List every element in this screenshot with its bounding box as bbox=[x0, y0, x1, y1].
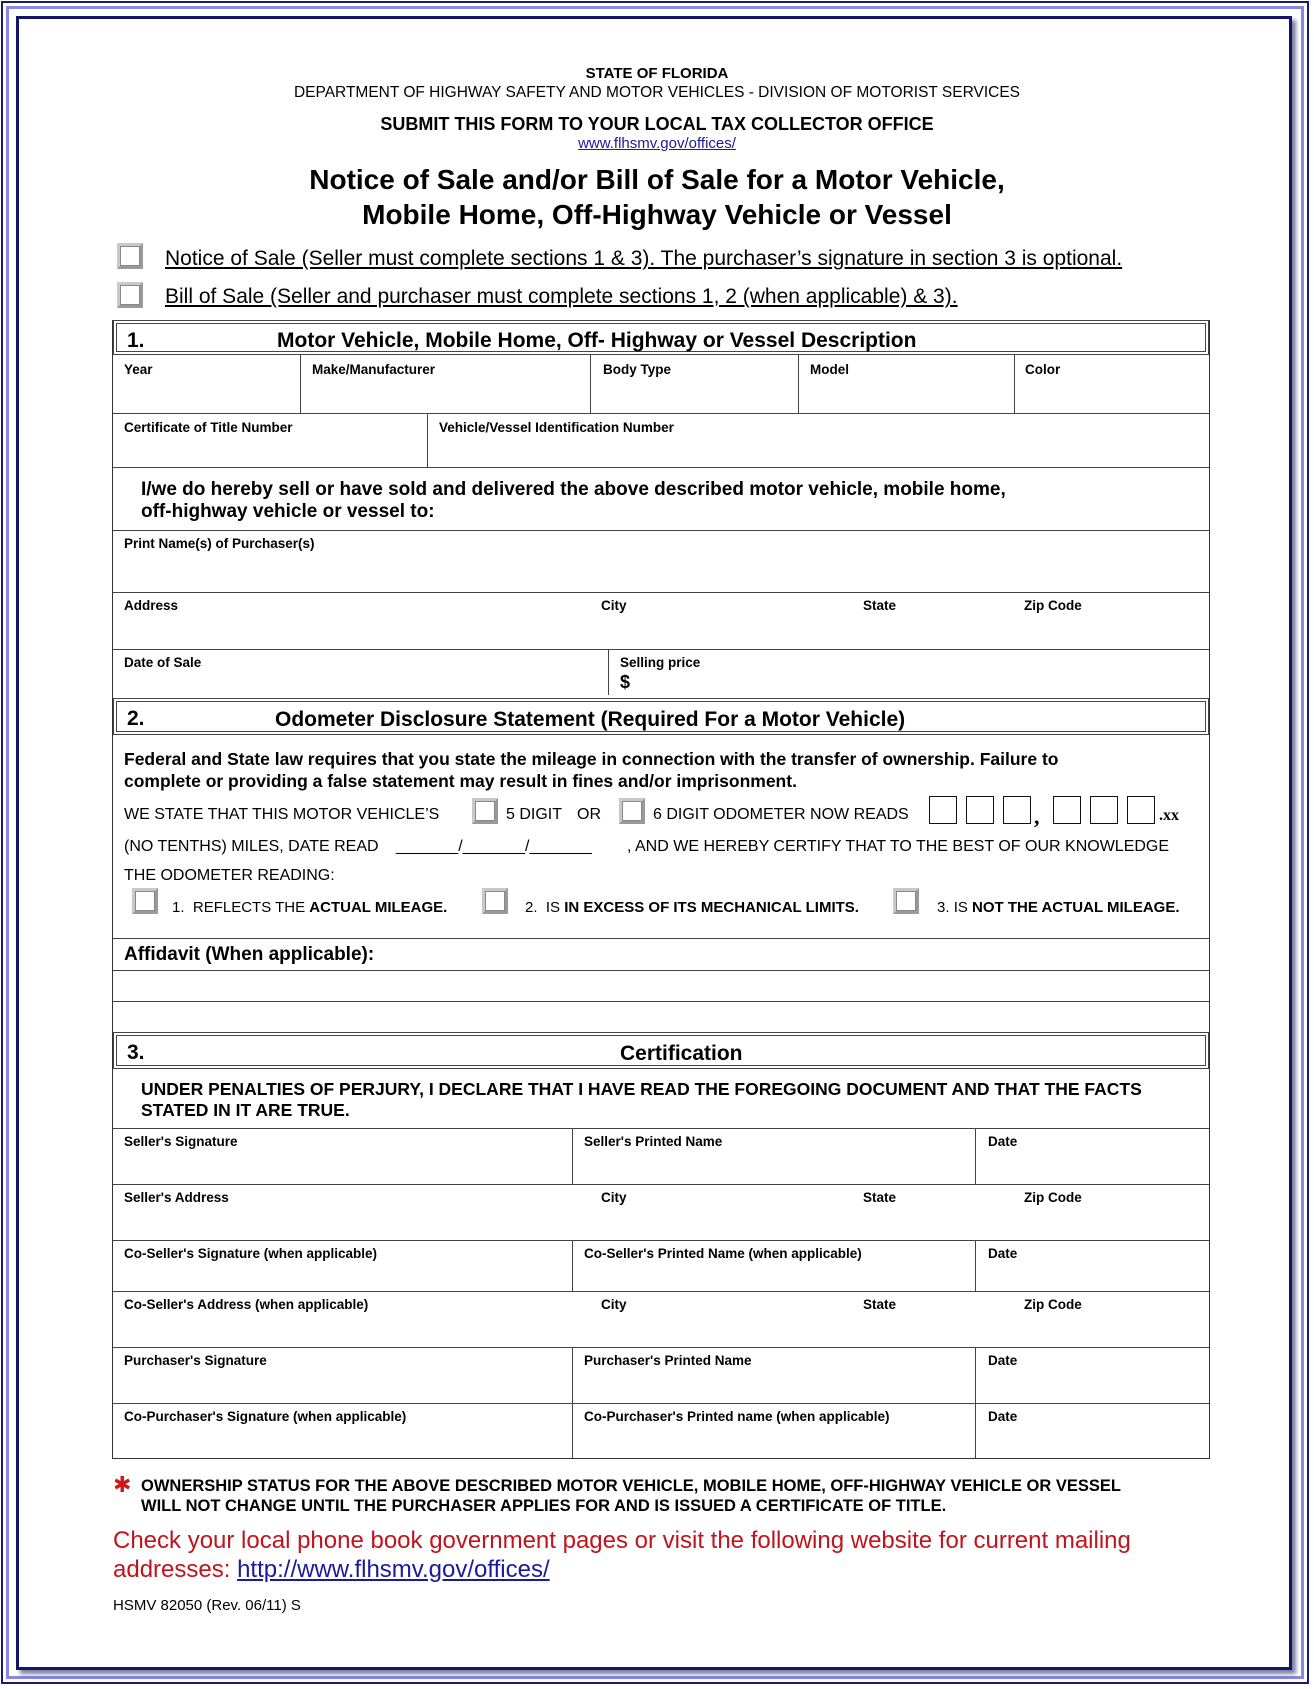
date-of-sale-label: Date of Sale bbox=[124, 655, 202, 670]
section3-title: Certification bbox=[620, 1042, 743, 1065]
divider bbox=[975, 1240, 976, 1291]
purchaser-signature-label: Purchaser's Signature bbox=[124, 1353, 267, 1368]
divider bbox=[113, 1403, 1209, 1404]
section1-title: Motor Vehicle, Mobile Home, Off- Highway or Vessel Description bbox=[277, 329, 917, 352]
seller-city-label: City bbox=[601, 1190, 627, 1205]
notice-of-sale-label: Notice of Sale (Seller must complete sections 1 & 3). The purchaser’s signature in section 3 is optional. bbox=[165, 247, 1123, 270]
purchaser-state-field[interactable] bbox=[859, 618, 1014, 646]
ownership-note bbox=[141, 1476, 1121, 1516]
divider bbox=[572, 1347, 573, 1403]
form-title bbox=[0, 162, 1314, 232]
choice2-text: 2. IS IN EXCESS OF ITS MECHANICAL LIMITS. bbox=[525, 899, 859, 916]
section3-number: 3. bbox=[127, 1041, 145, 1064]
bill-of-sale-label: Bill of Sale (Seller and purchaser must complete sections 1, 2 (when applicable) & 3). bbox=[165, 285, 958, 308]
coseller-printed-name-label: Co-Seller's Printed Name (when applicable) bbox=[584, 1246, 862, 1261]
sale-statement bbox=[141, 479, 1006, 523]
five-digit-label: 5 DIGIT bbox=[506, 806, 563, 823]
mailing-address-note bbox=[113, 1526, 1131, 1584]
divider bbox=[113, 1001, 1209, 1002]
mailing-note-line2 bbox=[113, 1555, 1131, 1584]
odometer-tenths-suffix: .xx bbox=[1159, 807, 1179, 824]
divider bbox=[300, 355, 301, 413]
coseller-printed-name-field[interactable] bbox=[577, 1264, 970, 1288]
divider bbox=[113, 467, 1209, 468]
coseller-date-label: Date bbox=[988, 1246, 1018, 1261]
divider bbox=[113, 1240, 1209, 1241]
date-read-field[interactable]: _______/_______/_______ bbox=[396, 838, 592, 855]
perjury-line2: STATED IN IT ARE TRUE. bbox=[141, 1100, 350, 1120]
coseller-date-field[interactable] bbox=[980, 1264, 1204, 1288]
coseller-address-label: Co-Seller's Address (when applicable) bbox=[124, 1297, 369, 1312]
copurchaser-signature-field[interactable] bbox=[117, 1427, 567, 1455]
copurchaser-signature-label: Co-Purchaser's Signature (when applicable) bbox=[124, 1409, 407, 1424]
body-type-field[interactable] bbox=[595, 380, 793, 410]
divider bbox=[572, 1128, 573, 1184]
date-read-prefix: (NO TENTHS) MILES, DATE READ bbox=[124, 838, 379, 855]
sale-statement-line2: off-highway vehicle or vessel to: bbox=[141, 501, 435, 522]
divider bbox=[113, 1291, 1209, 1292]
date-of-sale-field[interactable] bbox=[117, 672, 603, 692]
six-digit-checkbox[interactable] bbox=[619, 798, 645, 824]
year-field[interactable] bbox=[117, 380, 295, 410]
odometer-law-text bbox=[124, 748, 1058, 792]
six-digit-label: 6 DIGIT ODOMETER NOW READS bbox=[653, 806, 909, 823]
affidavit-label: Affidavit (When applicable): bbox=[124, 944, 375, 965]
coseller-signature-field[interactable] bbox=[117, 1264, 567, 1288]
form-table bbox=[112, 320, 1210, 1459]
seller-signature-field[interactable] bbox=[117, 1152, 567, 1181]
divider bbox=[113, 970, 1209, 971]
section2-title: Odometer Disclosure Statement (Required For a Motor Vehicle) bbox=[275, 708, 906, 731]
divider bbox=[975, 1403, 976, 1458]
purchaser-printed-name-field[interactable] bbox=[577, 1371, 970, 1400]
purchaser-names-field[interactable] bbox=[117, 556, 1205, 588]
section1-header bbox=[113, 320, 1209, 355]
we-state-text: WE STATE THAT THIS MOTOR VEHICLE’S bbox=[124, 806, 440, 823]
title-number-field[interactable] bbox=[117, 438, 422, 464]
purchaser-address-label: Address bbox=[124, 598, 179, 613]
odometer-law-line1: Federal and State law requires that you state the mileage in connection with the transfer of ownership. Failure to bbox=[124, 749, 1059, 769]
divider bbox=[113, 1128, 1209, 1129]
seller-printed-name-field[interactable] bbox=[577, 1152, 970, 1181]
divider bbox=[608, 649, 609, 695]
divider bbox=[113, 938, 1209, 939]
divider bbox=[113, 530, 1209, 531]
vin-field[interactable] bbox=[432, 438, 1204, 464]
odometer-digit-4[interactable] bbox=[1053, 796, 1081, 824]
odometer-digit-2[interactable] bbox=[966, 796, 994, 824]
seller-state-label: State bbox=[863, 1190, 897, 1205]
reading-intro: THE ODOMETER READING: bbox=[124, 867, 335, 884]
seller-date-field[interactable] bbox=[980, 1152, 1204, 1181]
section2-header bbox=[113, 698, 1209, 735]
divider bbox=[113, 592, 1209, 593]
coseller-city-label: City bbox=[601, 1297, 627, 1312]
divider bbox=[798, 355, 799, 413]
purchaser-names-label: Print Name(s) of Purchaser(s) bbox=[124, 536, 315, 551]
perjury-line1: UNDER PENALTIES OF PERJURY, I DECLARE THAT I HAVE READ THE FOREGOING DOCUMENT AND THAT THE FACTS bbox=[141, 1079, 1142, 1099]
purchaser-zip-field[interactable] bbox=[1020, 618, 1205, 646]
copurchaser-date-field[interactable] bbox=[980, 1427, 1204, 1455]
vin-label: Vehicle/Vessel Identification Number bbox=[439, 420, 674, 435]
selling-price-field[interactable] bbox=[638, 672, 1204, 692]
selling-price-label: Selling price bbox=[620, 655, 701, 670]
purchaser-printed-name-label: Purchaser's Printed Name bbox=[584, 1353, 752, 1368]
coseller-state-label: State bbox=[863, 1297, 897, 1312]
state-heading: STATE OF FLORIDA bbox=[585, 65, 729, 82]
odometer-comma: , bbox=[1034, 804, 1040, 829]
actual-mileage-checkbox[interactable] bbox=[132, 888, 158, 914]
seller-date-label: Date bbox=[988, 1134, 1018, 1149]
divider bbox=[572, 1240, 573, 1291]
purchaser-signature-field[interactable] bbox=[117, 1371, 567, 1400]
section2-number: 2. bbox=[127, 707, 145, 730]
affidavit-line1[interactable] bbox=[117, 972, 1205, 1000]
form-title-line1: Notice of Sale and/or Bill of Sale for a Motor Vehicle, bbox=[309, 164, 1005, 195]
form-title-line2: Mobile Home, Off-Highway Vehicle or Vessel bbox=[362, 199, 952, 230]
purchaser-zip-label: Zip Code bbox=[1024, 598, 1082, 613]
odometer-law-line2: complete or providing a false statement may result in fines and/or imprisonment. bbox=[124, 771, 797, 791]
seller-printed-name-label: Seller's Printed Name bbox=[584, 1134, 723, 1149]
purchaser-state-label: State bbox=[863, 598, 897, 613]
seller-zip-label: Zip Code bbox=[1024, 1190, 1082, 1205]
or-text: OR bbox=[577, 806, 601, 823]
divider bbox=[113, 413, 1209, 414]
purchaser-address-field[interactable] bbox=[117, 618, 587, 646]
coseller-zip-label: Zip Code bbox=[1024, 1297, 1082, 1312]
seller-signature-label: Seller's Signature bbox=[124, 1134, 238, 1149]
perjury-statement bbox=[141, 1079, 1142, 1121]
section3-header bbox=[113, 1032, 1209, 1069]
make-label: Make/Manufacturer bbox=[312, 362, 436, 377]
odometer-digit-1[interactable] bbox=[929, 796, 957, 824]
purchaser-city-label: City bbox=[601, 598, 627, 613]
mailing-note-line1: Check your local phone book government pages or visit the following website for current mailing bbox=[113, 1527, 1131, 1554]
divider bbox=[590, 355, 591, 413]
ownership-note-line2: WILL NOT CHANGE UNTIL THE PURCHASER APPLIES FOR AND IS ISSUED A CERTIFICATE OF TITLE. bbox=[141, 1497, 947, 1515]
divider bbox=[572, 1403, 573, 1458]
body-type-label: Body Type bbox=[603, 362, 672, 377]
divider bbox=[1014, 355, 1015, 413]
make-field[interactable] bbox=[305, 380, 585, 410]
bill-of-sale-checkbox[interactable] bbox=[117, 282, 143, 308]
choice1-text: 1. REFLECTS THE ACTUAL MILEAGE. bbox=[172, 899, 448, 916]
asterisk-icon: ✱ bbox=[113, 1472, 132, 1497]
section1-number: 1. bbox=[127, 329, 145, 352]
divider bbox=[113, 649, 1209, 650]
purchaser-date-field[interactable] bbox=[980, 1371, 1204, 1400]
divider bbox=[975, 1347, 976, 1403]
not-actual-mileage-checkbox[interactable] bbox=[893, 888, 919, 914]
form-number: HSMV 82050 (Rev. 06/11) S bbox=[113, 1597, 301, 1614]
copurchaser-printed-name-label: Co-Purchaser's Printed name (when applicable) bbox=[584, 1409, 890, 1424]
copurchaser-date-label: Date bbox=[988, 1409, 1018, 1424]
purchaser-date-label: Date bbox=[988, 1353, 1018, 1368]
affidavit-line2[interactable] bbox=[117, 1003, 1205, 1031]
model-label: Model bbox=[810, 362, 849, 377]
ownership-note-line1: OWNERSHIP STATUS FOR THE ABOVE DESCRIBED MOTOR VEHICLE, MOBILE HOME, OFF-HIGHWAY VEHICLE OR VESSEL bbox=[141, 1477, 1122, 1495]
offices-link[interactable]: http://www.flhsmv.gov/offices/ bbox=[237, 1556, 550, 1583]
department-heading: DEPARTMENT OF HIGHWAY SAFETY AND MOTOR VEHICLES - DIVISION OF MOTORIST SERVICES bbox=[293, 84, 1021, 101]
divider bbox=[427, 413, 428, 467]
submit-instruction: SUBMIT THIS FORM TO YOUR LOCAL TAX COLLECTOR OFFICE bbox=[380, 114, 934, 134]
coseller-address-field[interactable] bbox=[117, 1315, 1205, 1344]
divider bbox=[113, 1184, 1209, 1185]
divider bbox=[975, 1128, 976, 1184]
seller-address-label: Seller's Address bbox=[124, 1190, 229, 1205]
five-digit-checkbox[interactable] bbox=[472, 798, 498, 824]
color-label: Color bbox=[1025, 362, 1061, 377]
color-field[interactable] bbox=[1019, 380, 1205, 410]
website-link[interactable]: www.flhsmv.gov/offices/ bbox=[578, 135, 736, 152]
model-field[interactable] bbox=[803, 380, 1009, 410]
seller-address-field[interactable] bbox=[117, 1208, 1205, 1237]
divider bbox=[113, 1347, 1209, 1348]
sale-statement-line1: I/we do hereby sell or have sold and delivered the above described motor vehicle, mobile home, bbox=[141, 479, 1006, 500]
odometer-digit-5[interactable] bbox=[1090, 796, 1118, 824]
coseller-signature-label: Co-Seller's Signature (when applicable) bbox=[124, 1246, 378, 1261]
odometer-digit-6[interactable] bbox=[1127, 796, 1155, 824]
title-number-label: Certificate of Title Number bbox=[124, 420, 293, 435]
notice-of-sale-checkbox[interactable] bbox=[117, 243, 143, 269]
purchaser-city-field[interactable] bbox=[597, 618, 852, 646]
odometer-digit-3[interactable] bbox=[1003, 796, 1031, 824]
choice3-text: 3. IS NOT THE ACTUAL MILEAGE. bbox=[937, 899, 1180, 916]
year-label: Year bbox=[124, 362, 153, 377]
excess-mileage-checkbox[interactable] bbox=[482, 888, 508, 914]
mailing-note-prefix: addresses: bbox=[113, 1556, 238, 1583]
currency-symbol: $ bbox=[620, 672, 631, 692]
certify-text: , AND WE HEREBY CERTIFY THAT TO THE BEST OF OUR KNOWLEDGE bbox=[627, 838, 1170, 855]
copurchaser-printed-name-field[interactable] bbox=[577, 1427, 970, 1455]
